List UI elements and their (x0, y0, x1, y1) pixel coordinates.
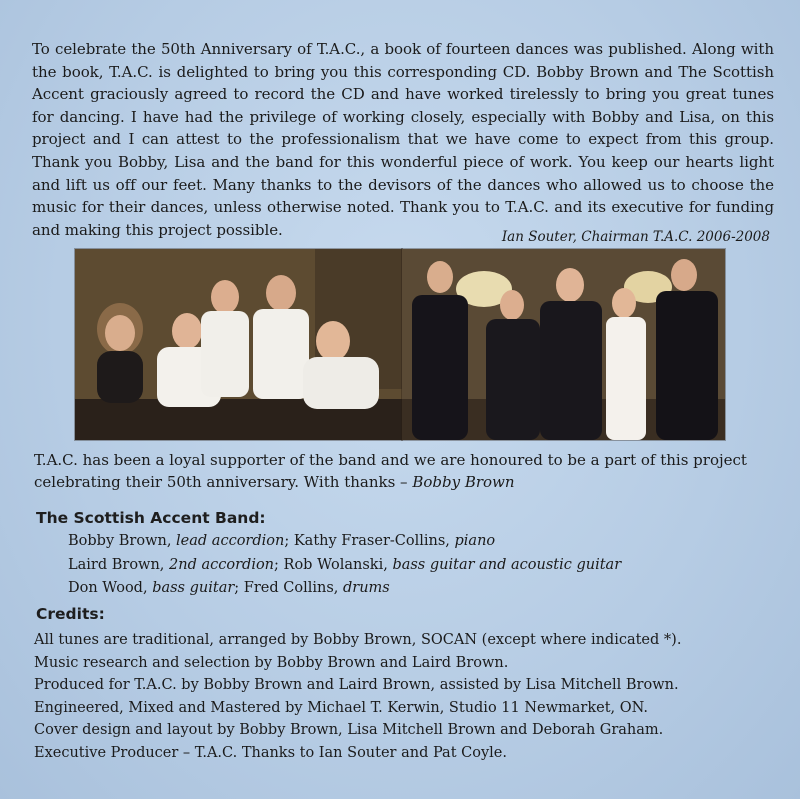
credit-line: Cover design and layout by Bobby Brown, Lisa Mitchell Brown and Deborah Graham. (34, 722, 664, 739)
member-separator: ; (274, 556, 284, 573)
credits-list (34, 629, 681, 765)
credit-line: Engineered, Mixed and Mastered by Michael T. Kerwin, Studio 11 Newmarket, ON. (34, 699, 649, 716)
member-name: Bobby Brown, (68, 533, 177, 549)
member-separator: ; (234, 580, 244, 596)
caption-text: T.A.C. has been a loyal supporter of the band and we are honoured to be a part of this project celebrating their 50th anniversary. With thanks – (34, 451, 747, 491)
member-role: bass guitar and acoustic guitar (392, 556, 622, 573)
member-role: lead accordion (176, 533, 285, 549)
caption-signature: Bobby Brown (412, 473, 515, 491)
band-member-line (68, 577, 621, 601)
member-name: Don Wood, (68, 580, 153, 596)
credits-section-title: Credits: (36, 605, 105, 623)
band-member-list (68, 530, 621, 601)
credit-line: All tunes are traditional, arranged by Bobby Brown, SOCAN (except where indicated *). (34, 632, 682, 648)
member-role: 2nd accordion (169, 556, 275, 573)
member-name: Laird Brown, (68, 556, 170, 573)
intro-signature: Ian Souter, Chairman T.A.C. 2006-2008 (501, 229, 770, 245)
member-role: piano (454, 533, 496, 549)
band-photo-seated-illustration (75, 249, 402, 440)
member-name: Kathy Fraser-Collins, (293, 533, 455, 549)
credit-line: Executive Producer – T.A.C. Thanks to Ian Souter and Pat Coyle. (34, 744, 507, 761)
band-member-line (68, 530, 621, 554)
intro-paragraph: To celebrate the 50th Anniversary of T.A.C., a book of fourteen dances was published. Along with the book, T.A.C. is delighted to bring you this corresponding CD. Bobby Brown and The Scottish Accent graciously agreed to record the CD and have worked tirelessly to bring you great tunes for dancing. I have had the privilege of working closely, especially with Bobby and Lisa, on this project and I can attest to the professionalism that we have come to expect from this group. Thank you Bobby, Lisa and the band for this wonderful piece of work. You keep our hearts light and lift us off our feet. Many thanks to the devisors of the dances who allowed us to choose the music for their dances, unless otherwise noted. Thank you to T.A.C. and its executive for funding and making this project possible. (32, 40, 774, 239)
band-photo-standing (402, 249, 725, 440)
band-caption (34, 449, 774, 493)
band-photo-seated (75, 249, 402, 440)
band-section-title: The Scottish Accent Band: (36, 509, 266, 527)
member-name: Fred Collins, (243, 580, 343, 596)
credit-line: Produced for T.A.C. by Bobby Brown and Laird Brown, assisted by Lisa Mitchell Brown. (34, 677, 679, 694)
band-member-line (68, 554, 621, 578)
member-role: bass guitar (152, 580, 235, 596)
credit-line: Music research and selection by Bobby Brown and Laird Brown. (34, 654, 509, 671)
member-role: drums (342, 580, 390, 596)
member-name: Rob Wolanski, (283, 556, 393, 573)
member-separator: ; (284, 533, 294, 549)
band-photo-standing-illustration (402, 249, 725, 440)
